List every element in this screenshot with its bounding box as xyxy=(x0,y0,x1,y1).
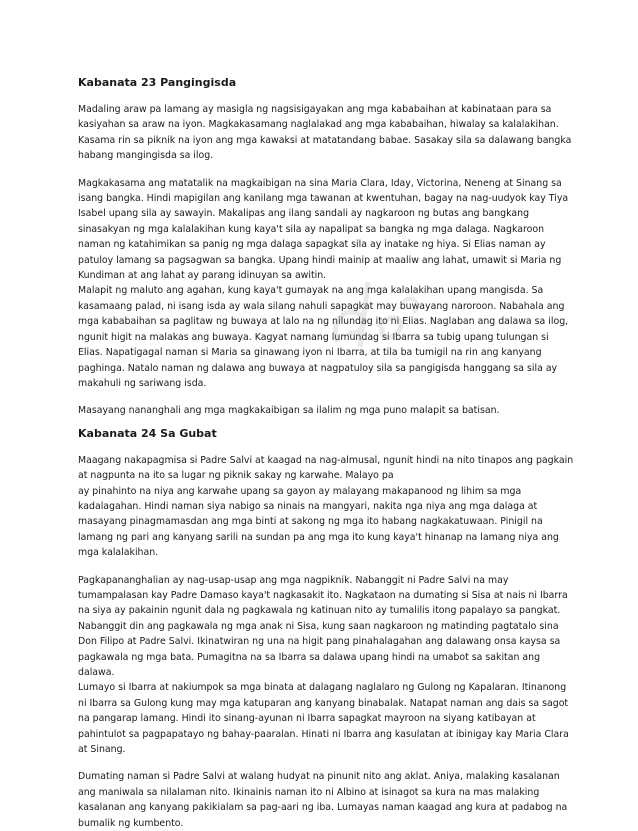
text-line: Lumayo si Ibarra at nakiumpok sa mga binata at dalagang naglalaro ng Gulong ng Kapalaran. Itinanong xyxy=(78,682,567,694)
text-line: Malapit ng maluto ang agahan, kung kaya't gumayak na ang mga kalalakihan upang mangisda. Sa xyxy=(78,285,544,297)
text-line: makahuli ng sariwang isda. xyxy=(78,377,207,389)
paragraph xyxy=(78,573,569,758)
text-line: Kundiman at ang lahat ay parang idinuyan sa awitin. xyxy=(78,270,327,282)
text-line: isang bangka. Hindi mapigilan ang kanilang mga tawanan at kwentuhan, bagay na nag-uudyok kay Tiya xyxy=(78,193,569,205)
text-line: Don Filipo at Padre Salvi. Ikinatwiran ng una na higit pang pinahalagahan ang dalawang onsa kaysa sa xyxy=(78,636,561,648)
text-line: habang mangingisda sa ilog. xyxy=(78,150,214,162)
text-line: patuloy lamang sa pagsagwan sa bangka. Upang hindi mainip at maaliw ang lahat, umawit si Maria ng xyxy=(78,254,562,266)
text-line: ang maniwala sa nilalaman nito. Ikinainis naman ito ni Albino at isinagot sa kura na mas malaking xyxy=(78,786,540,798)
text-line: Elias. Napatigagal naman si Maria sa ginawang iyon ni Ibarra, at tila ba tumigil na rin ang kanyang xyxy=(78,347,542,359)
text-line: kasalanan ang kanyang pakikialam sa pag-aari ng iba. Lumayas naman kaagad ang kura at padabog na xyxy=(78,802,568,814)
text-line: mga kalalakihan. xyxy=(78,547,159,559)
text-line: bumalik ng kumbento. xyxy=(78,817,184,829)
text-line: kadalagahan. Hindi naman siya nabigo sa ninais na mangyari, nakita nga niya ang mga dalaga at xyxy=(78,500,538,512)
text-line: Kasama rin sa piknik na iyon ang mga kawaksi at matatandang babae. Sasakay sila sa dalawang bangka xyxy=(78,134,572,146)
text-line: at nagpunta na ito sa lugar ng piknik sakay ng karwahe. Malayo pa xyxy=(78,470,394,482)
paragraph xyxy=(78,769,566,831)
text-line: na siya ay pakainin ngunit dala ng pagkawala ng katinuan nito ay tumalilis itong papalayo sa pangkat. xyxy=(78,605,561,617)
text-line: pagkawala ng mga bata. Pumagitna na sa Ibarra sa dalawa upang hindi na umabot sa sakitan ang xyxy=(78,651,541,663)
text-line: dalawa. xyxy=(78,667,115,678)
paragraph xyxy=(78,453,574,561)
text-line: Maagang nakapagmisa si Padre Salvi at kaagad na nag-almusal, ngunit hindi na nito tinapos ang pagkain xyxy=(78,454,574,466)
text-line: Nabanggit din ang pagkawala ng mga anak ni Sisa, kung saan nagkaroon ng matinding pagtatalo sina xyxy=(78,620,559,632)
text-line: na pangarap lamang. Hindi ito sinang-ayunan ni Ibarra sapagkat mayroon na siyang katibayan at xyxy=(78,713,536,725)
text-line: paghinga. Natalo naman ng dalawa ang buwaya at nagpatuloy sila sa pangigisda hanggang sa sila ay xyxy=(78,362,558,374)
chapter-heading: Kabanata 23 Pangingisda xyxy=(78,76,237,89)
text-line: Madaling araw pa lamang ay masigla ng nagsisigayakan ang mga kababaihan at kabinataan para sa xyxy=(78,104,552,115)
text-line: kasiyahan sa araw na iyon. Magkakasamang naglalakad ang mga kababaihan, hiwalay sa kalalakihan. xyxy=(78,119,559,131)
text-line: ay pinahinto na niya ang karwahe upang sa gayon ay malayang makapanood ng lihim sa mga xyxy=(78,485,522,497)
paragraph xyxy=(78,176,569,392)
text-line: masayang pinagmamasdan ang mga binti at sakong ng mga ito habang nagkakatuwaan. Pinigil na xyxy=(78,516,543,528)
text-line: tumampalasan kay Padre Damaso kaya't nagkasakit ito. Nagkataon na dumating si Sisa at nais ni Ibarra xyxy=(78,589,568,601)
paragraph xyxy=(78,403,566,418)
text-line: ngunit higit na malakas ang buwaya. Kagyat namang lumundag si Ibarra sa tubig upang tulungan si xyxy=(78,331,549,343)
text-line: Isabel upang sila ay sawayin. Makalipas ang ilang sandali ay nagkaroon ng butas ang bangkang xyxy=(78,208,530,220)
text-line: Pagkapananghalian ay nag-usap-usap ang mga nagpiknik. Nabanggit ni Padre Salvi na may xyxy=(78,574,509,586)
document-page xyxy=(78,76,574,831)
paragraph xyxy=(78,102,572,164)
text-line: naman ng katahimikan sa panig ng mga dalaga sapagkat sila ay inatake ng hiya. Si Elias naman ay xyxy=(78,239,546,251)
text-line: pahintulot sa pagpapatayo ng bahay-paaralan. Hinati ni Ibarra ang kasulatan at ibinigay kay Maria Clara xyxy=(78,728,569,740)
text-line: ni Ibarra sa Gulong kung may mga katuparan ang kanyang binabalak. Natapat naman ang dais sa sagot xyxy=(78,697,569,709)
text-line: at Sinang. xyxy=(78,744,126,756)
text-line: lamang ng pari ang kanyang sarili na sundan pa ang mga ito kung kaya't hinanap na lamang niya ang xyxy=(78,531,559,543)
text-line: sinasakyan ng mga kalalakihan kung kaya't sila ay napalipat sa bangka ng mga dalaga. Nagkaroon xyxy=(78,223,545,235)
text-line: Masayang nananghali ang mga magkakaibigan sa ilalim ng mga puno malapit sa batisan. xyxy=(78,405,500,417)
text-line: Magkakasama ang matatalik na magkaibigan na sina Maria Clara, Iday, Victorina, Neneng at Sinang sa xyxy=(78,177,562,189)
text-line: Dumating naman si Padre Salvi at walang hudyat na pinunit nito ang aklat. Aniya, malaking kasalanan xyxy=(78,771,560,783)
text-line: mga kababaihan sa paglitaw ng buwaya at lalo na ng nilundag ito ni Elias. Naglaban ang dalawa sa ilog, xyxy=(78,316,569,328)
chapter-heading: Kabanata 24 Sa Gubat xyxy=(78,426,217,440)
text-line: kasamaang palad, ni isang isda ay wala silang nahuli sapagkat may buwayang naroroon. Nabahala ang xyxy=(78,300,565,312)
